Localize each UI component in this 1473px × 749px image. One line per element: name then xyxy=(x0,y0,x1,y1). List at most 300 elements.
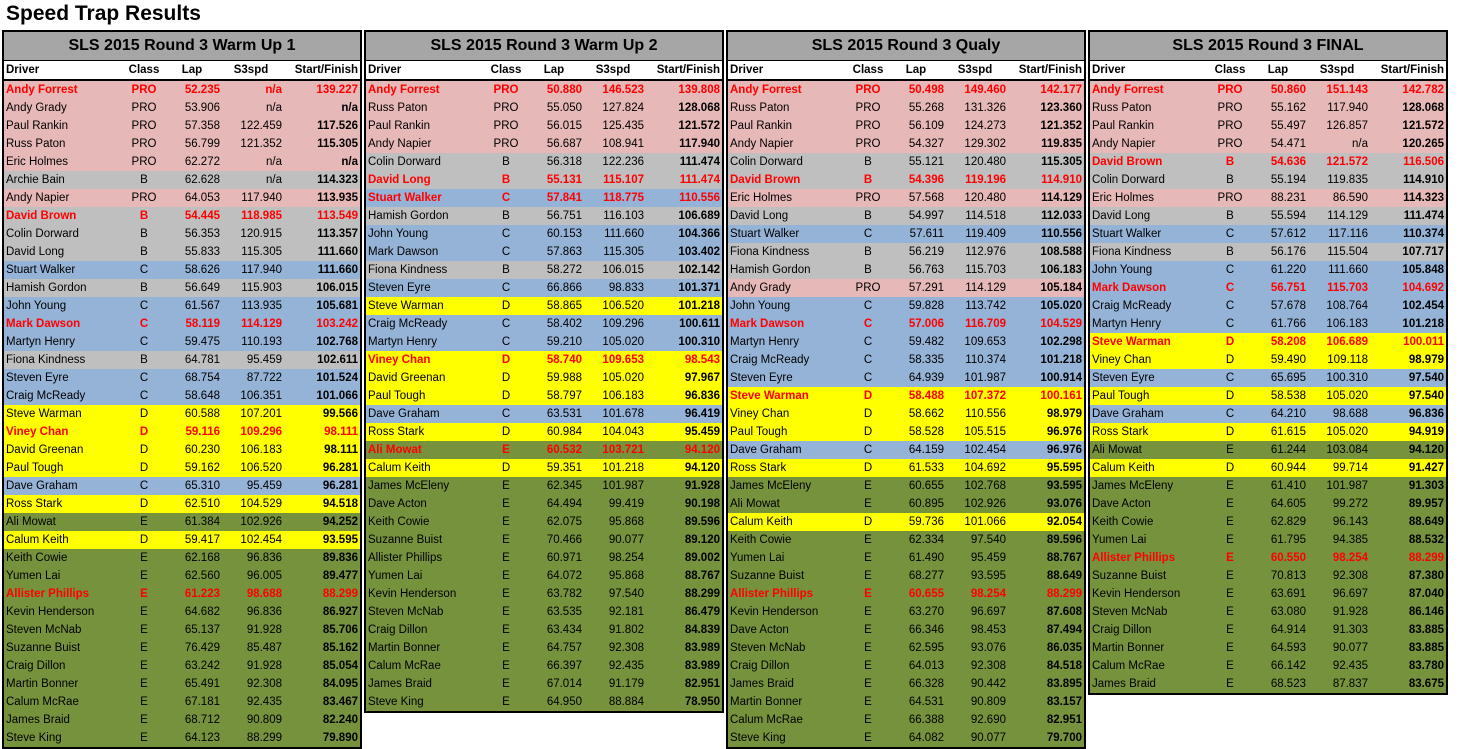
driver-cell: Andy Forrest xyxy=(730,84,802,96)
lap-cell: 57.841 xyxy=(546,192,582,204)
class-cell: E xyxy=(1226,660,1234,672)
class-cell: C xyxy=(501,282,511,294)
s3spd-cell: 102.768 xyxy=(964,480,1006,492)
s3spd-cell: 98.688 xyxy=(246,588,282,600)
s3spd-cell: 111.660 xyxy=(1328,264,1368,276)
table-row xyxy=(728,81,1084,99)
start-finish-cell: 83.885 xyxy=(1408,642,1444,654)
driver-cell: Paul Tough xyxy=(730,426,788,438)
start-finish-cell: 100.310 xyxy=(678,336,720,348)
class-cell: E xyxy=(140,678,148,690)
start-finish-cell: 115.305 xyxy=(317,138,358,150)
s3spd-cell: 96.697 xyxy=(970,606,1006,618)
s3spd-cell: 122.459 xyxy=(240,120,282,132)
lap-cell: 60.655 xyxy=(908,480,944,492)
start-finish-cell: 88.532 xyxy=(1408,534,1444,546)
class-cell: B xyxy=(139,210,149,222)
s3spd-cell: 105.020 xyxy=(602,336,644,348)
driver-cell: Martyn Henry xyxy=(368,336,438,348)
lap-cell: 58.488 xyxy=(908,390,944,402)
start-finish-cell: 88.767 xyxy=(1046,552,1082,564)
driver-cell: Viney Chan xyxy=(730,408,790,420)
s3spd-cell: 104.529 xyxy=(240,498,282,510)
s3spd-cell: 114.129 xyxy=(241,318,282,330)
col-driver: Driver xyxy=(1092,64,1126,76)
lap-cell: 54.445 xyxy=(184,210,220,222)
s3spd-cell: 96.005 xyxy=(246,570,282,582)
lap-cell: 60.971 xyxy=(546,552,582,564)
lap-cell: 56.751 xyxy=(1270,282,1306,294)
lap-cell: 56.687 xyxy=(546,138,582,150)
class-cell: E xyxy=(140,714,148,726)
start-finish-cell: 91.427 xyxy=(1408,462,1444,474)
class-cell: C xyxy=(1225,318,1235,330)
driver-cell: Stuart Walker xyxy=(1092,228,1162,240)
table-row xyxy=(4,189,360,207)
s3spd-cell: 118.775 xyxy=(603,192,644,204)
driver-cell: Keith Cowie xyxy=(6,552,68,564)
driver-cell: Eric Holmes xyxy=(730,192,792,204)
s3spd-cell: 149.460 xyxy=(964,84,1006,96)
driver-cell: Russ Paton xyxy=(6,138,66,150)
driver-cell: Paul Tough xyxy=(6,462,64,474)
start-finish-cell: 94.518 xyxy=(322,498,358,510)
table-row xyxy=(4,315,360,333)
lap-cell: 57.006 xyxy=(908,318,944,330)
start-finish-cell: 114.323 xyxy=(317,174,358,186)
lap-cell: 66.142 xyxy=(1270,660,1306,672)
driver-cell: Martin Bonner xyxy=(1092,642,1165,654)
class-cell: C xyxy=(863,354,873,366)
lap-cell: 64.781 xyxy=(184,354,220,366)
driver-cell: David Greenan xyxy=(368,372,446,384)
driver-cell: Suzanne Buist xyxy=(368,534,443,546)
lap-cell: 64.757 xyxy=(546,642,582,654)
s3spd-cell: 96.143 xyxy=(1332,516,1368,528)
driver-cell: Russ Paton xyxy=(730,102,790,114)
lap-cell: 61.567 xyxy=(184,300,220,312)
table-row xyxy=(1090,639,1446,657)
start-finish-cell: 96.836 xyxy=(1408,408,1444,420)
driver-cell: Dave Graham xyxy=(730,444,802,456)
s3spd-cell: 115.107 xyxy=(603,174,644,186)
table-row xyxy=(1090,531,1446,549)
lap-cell: 61.766 xyxy=(1270,318,1306,330)
driver-cell: Fiona Kindness xyxy=(1092,246,1172,258)
driver-cell: Dave Graham xyxy=(6,480,78,492)
s3spd-cell: 86.590 xyxy=(1332,192,1368,204)
s3spd-cell: 90.077 xyxy=(970,732,1006,744)
class-cell: E xyxy=(864,660,872,672)
lap-cell: 55.121 xyxy=(908,156,944,168)
driver-cell: Suzanne Buist xyxy=(730,570,805,582)
driver-cell: Steve King xyxy=(368,696,424,708)
driver-cell: Keith Cowie xyxy=(730,534,792,546)
lap-cell: 59.417 xyxy=(184,534,220,546)
driver-cell: Paul Rankin xyxy=(368,120,431,132)
class-cell: D xyxy=(863,426,873,438)
lap-cell: 56.649 xyxy=(184,282,220,294)
table-row xyxy=(1090,657,1446,675)
s3spd-cell: 120.915 xyxy=(240,228,282,240)
table-row xyxy=(728,441,1084,459)
table-row xyxy=(728,189,1084,207)
class-cell: C xyxy=(501,336,511,348)
class-cell: E xyxy=(864,696,872,708)
class-cell: B xyxy=(1226,246,1234,258)
s3spd-cell: 105.515 xyxy=(964,426,1006,438)
table-row xyxy=(1090,477,1446,495)
s3spd-cell: 99.714 xyxy=(1332,462,1368,474)
col-lap: Lap xyxy=(905,64,927,76)
lap-cell: 59.210 xyxy=(546,336,582,348)
start-finish-cell: 88.767 xyxy=(684,570,720,582)
class-cell: B xyxy=(864,210,872,222)
start-finish-cell: 128.068 xyxy=(678,102,720,114)
results-rows xyxy=(1090,81,1446,693)
table-row xyxy=(1090,261,1446,279)
lap-cell: 64.053 xyxy=(184,192,220,204)
s3spd-cell: 102.926 xyxy=(964,498,1006,510)
driver-cell: Calum Keith xyxy=(6,534,69,546)
s3spd-cell: 96.836 xyxy=(246,606,282,618)
s3spd-cell: 119.196 xyxy=(965,174,1006,186)
class-cell: D xyxy=(139,426,149,438)
s3spd-cell: 93.595 xyxy=(970,570,1006,582)
class-cell: B xyxy=(501,174,511,186)
table-row xyxy=(4,171,360,189)
driver-cell: Kevin Henderson xyxy=(368,588,457,600)
driver-cell: Dave Graham xyxy=(368,408,440,420)
start-finish-cell: 142.177 xyxy=(1040,84,1082,96)
table-row xyxy=(728,423,1084,441)
start-finish-cell: 88.299 xyxy=(684,588,720,600)
start-finish-cell: 139.227 xyxy=(316,84,358,96)
col-lap: Lap xyxy=(543,64,565,76)
lap-cell: 59.988 xyxy=(546,372,582,384)
lap-cell: 60.588 xyxy=(184,408,220,420)
driver-cell: Stuart Walker xyxy=(730,228,800,240)
start-finish-cell: 83.675 xyxy=(1408,678,1444,690)
driver-cell: Viney Chan xyxy=(368,354,431,366)
driver-cell: Kevin Henderson xyxy=(1092,588,1181,600)
class-cell: C xyxy=(1225,408,1235,420)
lap-cell: 61.220 xyxy=(1270,264,1306,276)
s3spd-cell: 121.352 xyxy=(240,138,282,150)
s3spd-cell: n/a xyxy=(266,174,282,186)
table-row xyxy=(4,279,360,297)
driver-cell: Steve King xyxy=(6,732,62,744)
start-finish-cell: 86.927 xyxy=(322,606,358,618)
driver-cell: Steven Eyre xyxy=(730,372,793,384)
lap-cell: 55.162 xyxy=(1270,102,1306,114)
driver-cell: Calum McRae xyxy=(6,696,79,708)
driver-cell: Calum Keith xyxy=(1092,462,1155,474)
s3spd-cell: 101.987 xyxy=(602,480,644,492)
table-row xyxy=(1090,423,1446,441)
s3spd-cell: 114.518 xyxy=(965,210,1006,222)
lap-cell: 64.950 xyxy=(546,696,582,708)
start-finish-cell: 121.572 xyxy=(678,120,720,132)
class-cell: E xyxy=(140,570,148,582)
lap-cell: 50.498 xyxy=(908,84,944,96)
start-finish-cell: 87.040 xyxy=(1408,588,1444,600)
table-row xyxy=(728,207,1084,225)
table-row xyxy=(728,405,1084,423)
start-finish-cell: 111.660 xyxy=(317,246,358,258)
s3spd-cell: 101.987 xyxy=(964,372,1006,384)
start-finish-cell: 111.660 xyxy=(317,264,358,276)
start-finish-cell: 103.242 xyxy=(316,318,358,330)
start-finish-cell: 142.782 xyxy=(1402,84,1444,96)
driver-cell: Ali Mowat xyxy=(368,444,422,456)
lap-cell: 68.523 xyxy=(1270,678,1306,690)
table-row xyxy=(728,153,1084,171)
lap-cell: 64.939 xyxy=(908,372,944,384)
table-row xyxy=(728,117,1084,135)
class-cell: C xyxy=(139,318,149,330)
lap-cell: 68.754 xyxy=(184,372,220,384)
s3spd-cell: 96.836 xyxy=(246,552,282,564)
table-row xyxy=(4,423,360,441)
start-finish-cell: 98.111 xyxy=(324,426,358,438)
table-row xyxy=(366,333,722,351)
class-cell: C xyxy=(1225,228,1235,240)
lap-cell: 66.866 xyxy=(546,282,582,294)
s3spd-cell: 109.653 xyxy=(602,354,644,366)
session-panel-warmup2 xyxy=(364,30,724,713)
lap-cell: 64.605 xyxy=(1270,498,1306,510)
driver-cell: James Braid xyxy=(730,678,794,690)
lap-cell: 58.662 xyxy=(908,408,944,420)
table-row xyxy=(366,657,722,675)
lap-cell: 64.494 xyxy=(546,498,582,510)
class-cell: E xyxy=(140,552,148,564)
lap-cell: 70.466 xyxy=(546,534,582,546)
class-cell: PRO xyxy=(493,120,519,132)
start-finish-cell: 83.467 xyxy=(322,696,358,708)
start-finish-cell: 89.002 xyxy=(684,552,720,564)
lap-cell: 59.828 xyxy=(908,300,944,312)
class-cell: D xyxy=(863,390,873,402)
column-header-row xyxy=(366,61,722,81)
col-driver: Driver xyxy=(6,64,40,76)
lap-cell: 64.531 xyxy=(908,696,944,708)
table-row xyxy=(4,603,360,621)
driver-cell: Allister Phillips xyxy=(6,588,90,600)
class-cell: PRO xyxy=(131,156,157,168)
lap-cell: 61.244 xyxy=(1270,444,1306,456)
driver-cell: Ross Stark xyxy=(6,498,63,510)
start-finish-cell: 111.474 xyxy=(679,156,720,168)
start-finish-cell: 98.979 xyxy=(1408,354,1444,366)
start-finish-cell: 96.976 xyxy=(1046,426,1082,438)
driver-cell: Steven McNab xyxy=(6,624,82,636)
class-cell: E xyxy=(502,516,510,528)
s3spd-cell: 96.697 xyxy=(1332,588,1368,600)
start-finish-cell: 100.011 xyxy=(1403,336,1444,348)
driver-cell: Mark Dawson xyxy=(368,246,439,258)
driver-cell: Steven Eyre xyxy=(6,372,69,384)
table-row xyxy=(4,261,360,279)
s3spd-cell: 115.504 xyxy=(1327,246,1368,258)
lap-cell: 62.334 xyxy=(908,534,944,546)
class-cell: D xyxy=(139,498,149,510)
driver-cell: David Long xyxy=(1092,210,1151,222)
table-row xyxy=(728,711,1084,729)
s3spd-cell: n/a xyxy=(1352,138,1368,150)
driver-cell: Kevin Henderson xyxy=(6,606,95,618)
class-cell: E xyxy=(864,498,872,510)
table-row xyxy=(728,369,1084,387)
s3spd-cell: 92.435 xyxy=(608,660,644,672)
s3spd-cell: 103.721 xyxy=(602,444,644,456)
driver-cell: Ali Mowat xyxy=(1092,444,1142,456)
lap-cell: 64.593 xyxy=(1270,642,1306,654)
table-row xyxy=(1090,441,1446,459)
driver-cell: Hamish Gordon xyxy=(368,210,449,222)
start-finish-cell: 93.076 xyxy=(1046,498,1082,510)
driver-cell: Dave Acton xyxy=(368,498,427,510)
s3spd-cell: 127.824 xyxy=(602,102,644,114)
lap-cell: 61.490 xyxy=(908,552,944,564)
class-cell: E xyxy=(1226,642,1234,654)
start-finish-cell: 83.895 xyxy=(1046,678,1082,690)
table-row xyxy=(1090,333,1446,351)
start-finish-cell: 117.526 xyxy=(317,120,358,132)
s3spd-cell: 110.193 xyxy=(241,336,282,348)
s3spd-cell: 104.043 xyxy=(602,426,644,438)
driver-cell: Steven Eyre xyxy=(368,282,431,294)
driver-cell: Andy Forrest xyxy=(6,84,78,96)
start-finish-cell: 105.681 xyxy=(316,300,358,312)
lap-cell: 58.626 xyxy=(184,264,220,276)
lap-cell: 64.013 xyxy=(908,660,944,672)
table-row xyxy=(1090,603,1446,621)
class-cell: C xyxy=(501,318,511,330)
lap-cell: 59.736 xyxy=(908,516,944,528)
driver-cell: Russ Paton xyxy=(368,102,428,114)
start-finish-cell: 84.095 xyxy=(322,678,358,690)
start-finish-cell: 115.305 xyxy=(1041,156,1082,168)
lap-cell: 67.014 xyxy=(546,678,582,690)
s3spd-cell: 109.296 xyxy=(240,426,282,438)
col-lap: Lap xyxy=(181,64,203,76)
class-cell: E xyxy=(502,660,510,672)
table-row xyxy=(728,225,1084,243)
table-row xyxy=(1090,117,1446,135)
driver-cell: Paul Tough xyxy=(1092,390,1150,402)
lap-cell: 88.231 xyxy=(1270,192,1306,204)
lap-cell: 62.075 xyxy=(546,516,582,528)
class-cell: E xyxy=(140,696,148,708)
lap-cell: 60.655 xyxy=(908,588,944,600)
lap-cell: 63.242 xyxy=(184,660,220,672)
class-cell: B xyxy=(140,246,148,258)
table-row xyxy=(728,315,1084,333)
start-finish-cell: 117.940 xyxy=(679,138,720,150)
driver-cell: James Braid xyxy=(368,678,432,690)
start-finish-cell: 91.303 xyxy=(1408,480,1444,492)
start-finish-cell: 87.608 xyxy=(1046,606,1082,618)
table-row xyxy=(728,171,1084,189)
lap-cell: 50.860 xyxy=(1270,84,1306,96)
lap-cell: 58.119 xyxy=(185,318,220,330)
start-finish-cell: 96.976 xyxy=(1046,444,1082,456)
table-row xyxy=(1090,495,1446,513)
driver-cell: Andy Napier xyxy=(1092,138,1156,150)
table-row xyxy=(1090,81,1446,99)
class-cell: PRO xyxy=(855,120,881,132)
s3spd-cell: 110.374 xyxy=(965,354,1006,366)
start-finish-cell: 107.717 xyxy=(1402,246,1444,258)
table-row xyxy=(1090,189,1446,207)
s3spd-cell: 90.809 xyxy=(246,714,282,726)
start-finish-cell: 110.556 xyxy=(679,192,720,204)
lap-cell: 59.490 xyxy=(1270,354,1306,366)
s3spd-cell: 103.084 xyxy=(1326,444,1368,456)
class-cell: C xyxy=(501,408,511,420)
class-cell: PRO xyxy=(855,84,881,96)
table-row xyxy=(1090,369,1446,387)
start-finish-cell: 86.479 xyxy=(684,606,720,618)
driver-cell: Stuart Walker xyxy=(6,264,76,276)
table-row xyxy=(1090,153,1446,171)
lap-cell: 55.594 xyxy=(1270,210,1306,222)
s3spd-cell: 93.076 xyxy=(970,642,1006,654)
start-finish-cell: 103.402 xyxy=(678,246,720,258)
driver-cell: Suzanne Buist xyxy=(6,642,81,654)
table-row xyxy=(1090,225,1446,243)
lap-cell: 61.615 xyxy=(1270,426,1306,438)
s3spd-cell: n/a xyxy=(265,84,282,96)
lap-cell: 66.328 xyxy=(908,678,944,690)
lap-cell: 57.358 xyxy=(184,120,220,132)
class-cell: PRO xyxy=(493,102,519,114)
start-finish-cell: 89.836 xyxy=(322,552,358,564)
col-s3spd: S3spd xyxy=(233,64,269,76)
table-row xyxy=(1090,207,1446,225)
driver-cell: Allister Phillips xyxy=(730,588,814,600)
lap-cell: 55.268 xyxy=(908,102,944,114)
class-cell: E xyxy=(1226,624,1234,636)
lap-cell: 58.208 xyxy=(1270,336,1306,348)
lap-cell: 65.137 xyxy=(184,624,220,636)
start-finish-cell: 108.588 xyxy=(1040,246,1082,258)
table-row xyxy=(4,351,360,369)
s3spd-cell: 90.077 xyxy=(1332,642,1368,654)
lap-cell: 54.327 xyxy=(908,138,944,150)
start-finish-cell: 128.068 xyxy=(1402,102,1444,114)
table-row xyxy=(366,675,722,693)
s3spd-cell: 113.742 xyxy=(965,300,1006,312)
table-row xyxy=(728,261,1084,279)
s3spd-cell: 94.385 xyxy=(1332,534,1368,546)
s3spd-cell: 119.835 xyxy=(1327,174,1368,186)
start-finish-cell: 97.540 xyxy=(1408,372,1444,384)
table-row xyxy=(728,603,1084,621)
table-row xyxy=(1090,171,1446,189)
table-row xyxy=(4,459,360,477)
driver-cell: David Long xyxy=(730,210,789,222)
lap-cell: 60.944 xyxy=(1270,462,1306,474)
lap-cell: 66.388 xyxy=(908,714,944,726)
driver-cell: Dave Graham xyxy=(1092,408,1164,420)
driver-cell: Steve Warman xyxy=(1092,336,1171,348)
class-cell: E xyxy=(502,480,510,492)
start-finish-cell: 85.162 xyxy=(322,642,358,654)
s3spd-cell: 124.273 xyxy=(964,120,1006,132)
